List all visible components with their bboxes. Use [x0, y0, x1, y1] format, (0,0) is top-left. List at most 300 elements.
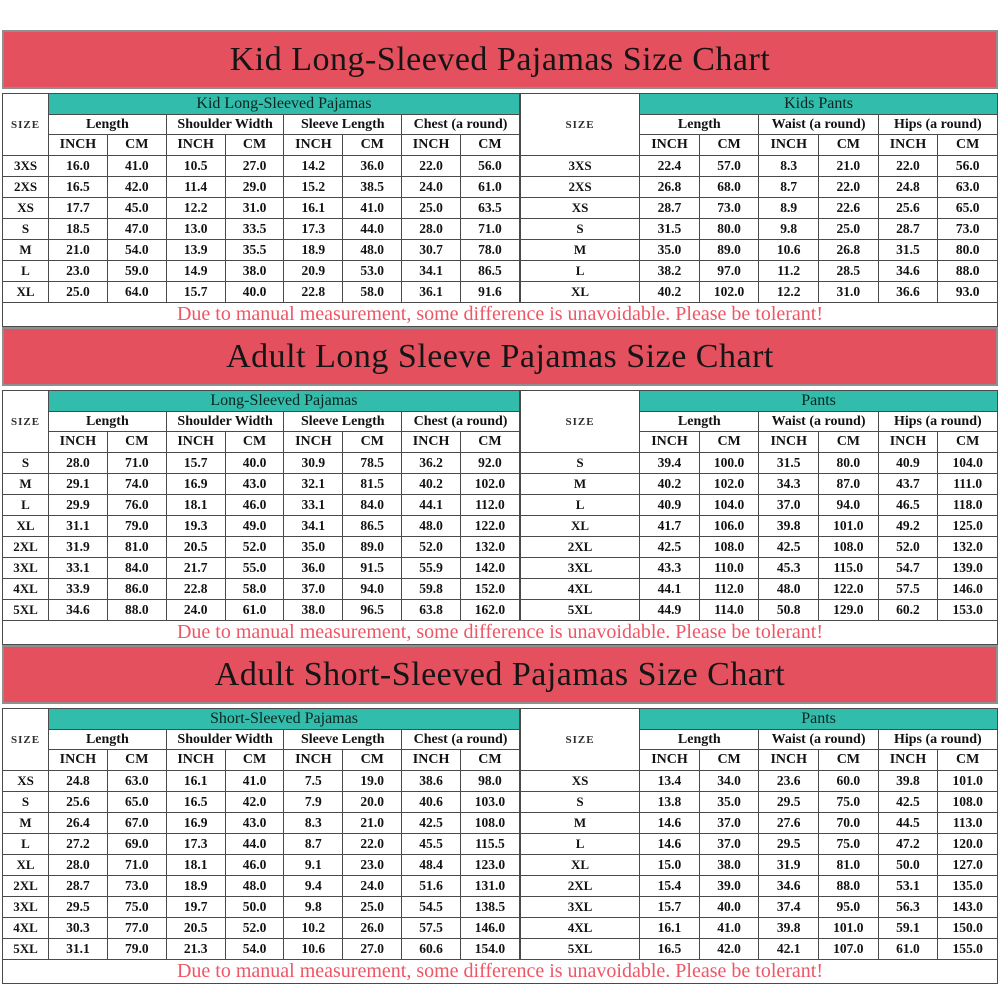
measurement-cell: 11.2	[759, 261, 819, 282]
measurement-cell: 80.0	[938, 240, 998, 261]
measurement-cell: 38.6	[402, 771, 461, 792]
measurement-cell: 41.7	[640, 516, 700, 537]
measurement-cell: 57.0	[699, 156, 759, 177]
measurement-cell: 19.0	[343, 771, 402, 792]
measurement-cell: 21.0	[819, 156, 879, 177]
unit-header-inch: INCH	[640, 135, 700, 156]
measurement-cell: 86.5	[461, 261, 520, 282]
unit-header-cm: CM	[225, 135, 284, 156]
measurement-cell: 52.0	[225, 537, 284, 558]
measurement-cell: 44.9	[640, 600, 700, 621]
size-row-label: 2XS	[520, 177, 639, 198]
measurement-cell: 40.0	[699, 897, 759, 918]
measurement-cell: 47.2	[878, 834, 938, 855]
measurement-cell: 58.0	[343, 282, 402, 303]
measurement-cell: 35.5	[225, 240, 284, 261]
measurement-cell: 25.0	[49, 282, 108, 303]
size-column-header: SIZE	[520, 709, 639, 771]
measurement-cell: 71.0	[107, 453, 166, 474]
measurement-cell: 20.0	[343, 792, 402, 813]
measurement-cell: 13.0	[166, 219, 225, 240]
measurement-cell: 25.6	[878, 198, 938, 219]
measurement-cell: 34.6	[49, 600, 108, 621]
measurement-cell: 98.0	[461, 771, 520, 792]
measurement-cell: 104.0	[699, 495, 759, 516]
measurement-cell: 84.0	[107, 558, 166, 579]
column-group-header: Waist (a round)	[759, 115, 878, 135]
measurement-cell: 13.8	[640, 792, 700, 813]
adult-long-pants-size-table	[520, 390, 998, 621]
column-group-header: Shoulder Width	[166, 115, 284, 135]
table-row	[520, 792, 997, 813]
measurement-cell: 44.1	[402, 495, 461, 516]
measurement-cell: 102.0	[461, 474, 520, 495]
measurement-cell: 28.0	[49, 855, 108, 876]
measurement-cell: 8.3	[759, 156, 819, 177]
measurement-cell: 14.2	[284, 156, 343, 177]
table-row	[520, 876, 997, 897]
measurement-cell: 12.2	[759, 282, 819, 303]
unit-header-inch: INCH	[402, 432, 461, 453]
measurement-cell: 111.0	[938, 474, 998, 495]
unit-header-cm: CM	[461, 750, 520, 771]
size-row-label: 5XL	[3, 600, 49, 621]
measurement-cell: 42.5	[640, 537, 700, 558]
measurement-cell: 46.5	[878, 495, 938, 516]
measurement-cell: 42.5	[402, 813, 461, 834]
unit-header-cm: CM	[107, 750, 166, 771]
measurement-cell: 16.5	[166, 792, 225, 813]
measurement-cell: 21.3	[166, 939, 225, 960]
measurement-cell: 76.0	[107, 495, 166, 516]
measurement-cell: 48.0	[343, 240, 402, 261]
measurement-cell: 45.5	[402, 834, 461, 855]
measurement-cell: 64.0	[107, 282, 166, 303]
measurement-cell: 7.5	[284, 771, 343, 792]
measurement-cell: 89.0	[343, 537, 402, 558]
measurement-cell: 42.0	[225, 792, 284, 813]
unit-header-inch: INCH	[284, 135, 343, 156]
measurement-cell: 10.2	[284, 918, 343, 939]
measurement-cell: 24.8	[878, 177, 938, 198]
measurement-cell: 22.8	[166, 579, 225, 600]
measurement-cell: 69.0	[107, 834, 166, 855]
measurement-cell: 44.0	[343, 219, 402, 240]
measurement-cell: 95.0	[819, 897, 879, 918]
measurement-cell: 81.5	[343, 474, 402, 495]
measurement-cell: 60.2	[878, 600, 938, 621]
measurement-cell: 22.0	[878, 156, 938, 177]
measurement-cell: 22.0	[343, 834, 402, 855]
measurement-cell: 103.0	[461, 792, 520, 813]
table-row	[520, 579, 997, 600]
measurement-cell: 132.0	[938, 537, 998, 558]
measurement-cell: 61.0	[225, 600, 284, 621]
measurement-cell: 27.0	[343, 939, 402, 960]
measurement-cell: 114.0	[699, 600, 759, 621]
size-row-label: XL	[3, 282, 49, 303]
measurement-cell: 41.0	[343, 198, 402, 219]
size-row-label: L	[3, 495, 49, 516]
measurement-cell: 17.3	[166, 834, 225, 855]
column-group-header: Sleeve Length	[284, 115, 402, 135]
measurement-cell: 16.1	[166, 771, 225, 792]
unit-header-inch: INCH	[878, 432, 938, 453]
table-row	[3, 156, 520, 177]
section-title: Adult Short-Sleeved Pajamas Size Chart	[214, 655, 786, 693]
size-row-label: M	[520, 474, 639, 495]
measurement-cell: 65.0	[938, 198, 998, 219]
kid-pants-size-table	[520, 93, 998, 303]
size-row-label: 2XL	[3, 537, 49, 558]
measurement-cell: 50.0	[878, 855, 938, 876]
measurement-cell: 39.8	[878, 771, 938, 792]
measurement-cell: 162.0	[461, 600, 520, 621]
measurement-cell: 21.7	[166, 558, 225, 579]
table-row	[520, 474, 997, 495]
size-row-label: 3XL	[520, 897, 639, 918]
unit-header-cm: CM	[699, 432, 759, 453]
disclaimer-note: Due to manual measurement, some difference is unavoidable. Please be tolerant!	[2, 960, 998, 984]
measurement-cell: 12.2	[166, 198, 225, 219]
size-row-label: 3XS	[520, 156, 639, 177]
measurement-cell: 93.0	[938, 282, 998, 303]
measurement-cell: 27.0	[225, 156, 284, 177]
measurement-cell: 101.0	[819, 918, 879, 939]
table-row	[3, 453, 520, 474]
column-group-header: Length	[640, 730, 759, 750]
measurement-cell: 35.0	[699, 792, 759, 813]
measurement-cell: 108.0	[938, 792, 998, 813]
adult-short-pajamas-size-table	[2, 708, 520, 960]
measurement-cell: 22.0	[402, 156, 461, 177]
disclaimer-note: Due to manual measurement, some difference is unavoidable. Please be tolerant!	[2, 303, 998, 327]
measurement-cell: 86.0	[107, 579, 166, 600]
size-row-label: S	[520, 453, 639, 474]
measurement-cell: 31.0	[225, 198, 284, 219]
measurement-cell: 52.0	[402, 537, 461, 558]
unit-header-cm: CM	[938, 135, 998, 156]
measurement-cell: 10.6	[284, 939, 343, 960]
measurement-cell: 10.6	[759, 240, 819, 261]
measurement-cell: 43.0	[225, 474, 284, 495]
size-column-header: SIZE	[3, 94, 49, 156]
size-column-header: SIZE	[520, 391, 639, 453]
table-row	[3, 495, 520, 516]
measurement-cell: 37.0	[699, 813, 759, 834]
measurement-cell: 61.0	[878, 939, 938, 960]
column-group-header: Length	[640, 412, 759, 432]
measurement-cell: 108.0	[461, 813, 520, 834]
measurement-cell: 40.2	[640, 474, 700, 495]
measurement-cell: 23.0	[343, 855, 402, 876]
measurement-cell: 24.0	[402, 177, 461, 198]
measurement-cell: 28.0	[49, 453, 108, 474]
measurement-cell: 68.0	[699, 177, 759, 198]
unit-header-cm: CM	[938, 432, 998, 453]
size-row-label: XL	[520, 516, 639, 537]
measurement-cell: 22.6	[819, 198, 879, 219]
measurement-cell: 24.0	[166, 600, 225, 621]
measurement-cell: 77.0	[107, 918, 166, 939]
measurement-cell: 33.9	[49, 579, 108, 600]
kid-pajamas-size-table	[2, 93, 520, 303]
measurement-cell: 13.4	[640, 771, 700, 792]
measurement-cell: 22.8	[284, 282, 343, 303]
unit-header-cm: CM	[938, 750, 998, 771]
measurement-cell: 46.0	[225, 855, 284, 876]
measurement-cell: 50.0	[225, 897, 284, 918]
measurement-cell: 53.0	[343, 261, 402, 282]
measurement-cell: 54.0	[225, 939, 284, 960]
table-row	[3, 474, 520, 495]
measurement-cell: 65.0	[107, 792, 166, 813]
measurement-cell: 43.3	[640, 558, 700, 579]
table-band-header: Short-Sleeved Pajamas	[49, 709, 520, 730]
table-row	[3, 282, 520, 303]
size-row-label: S	[520, 219, 639, 240]
unit-header-inch: INCH	[640, 750, 700, 771]
column-group-header: Length	[49, 115, 167, 135]
unit-header-cm: CM	[699, 135, 759, 156]
measurement-cell: 63.5	[461, 198, 520, 219]
measurement-cell: 23.6	[759, 771, 819, 792]
measurement-cell: 60.0	[819, 771, 879, 792]
measurement-cell: 35.0	[284, 537, 343, 558]
measurement-cell: 14.6	[640, 834, 700, 855]
measurement-cell: 129.0	[819, 600, 879, 621]
measurement-cell: 31.5	[640, 219, 700, 240]
measurement-cell: 154.0	[461, 939, 520, 960]
measurement-cell: 86.5	[343, 516, 402, 537]
measurement-cell: 150.0	[938, 918, 998, 939]
adult-long-sleeve-title-bar	[2, 327, 998, 386]
measurement-cell: 10.5	[166, 156, 225, 177]
table-band-header: Pants	[640, 709, 998, 730]
measurement-cell: 54.5	[402, 897, 461, 918]
measurement-cell: 74.0	[107, 474, 166, 495]
size-row-label: S	[3, 219, 49, 240]
measurement-cell: 94.0	[343, 579, 402, 600]
measurement-cell: 8.7	[759, 177, 819, 198]
measurement-cell: 19.3	[166, 516, 225, 537]
unit-header-cm: CM	[107, 432, 166, 453]
measurement-cell: 125.0	[938, 516, 998, 537]
unit-header-cm: CM	[461, 432, 520, 453]
measurement-cell: 49.0	[225, 516, 284, 537]
measurement-cell: 16.0	[49, 156, 108, 177]
size-row-label: L	[3, 834, 49, 855]
unit-header-inch: INCH	[166, 135, 225, 156]
measurement-cell: 138.5	[461, 897, 520, 918]
measurement-cell: 33.1	[284, 495, 343, 516]
measurement-cell: 42.1	[759, 939, 819, 960]
measurement-cell: 37.0	[699, 834, 759, 855]
table-row	[520, 537, 997, 558]
measurement-cell: 16.9	[166, 474, 225, 495]
measurement-cell: 40.9	[878, 453, 938, 474]
measurement-cell: 30.7	[402, 240, 461, 261]
table-row	[520, 282, 997, 303]
size-row-label: 5XL	[520, 939, 639, 960]
measurement-cell: 59.0	[107, 261, 166, 282]
measurement-cell: 81.0	[819, 855, 879, 876]
measurement-cell: 45.3	[759, 558, 819, 579]
column-group-header: Length	[49, 730, 167, 750]
measurement-cell: 153.0	[938, 600, 998, 621]
measurement-cell: 17.3	[284, 219, 343, 240]
measurement-cell: 79.0	[107, 516, 166, 537]
measurement-cell: 46.0	[225, 495, 284, 516]
unit-header-inch: INCH	[49, 750, 108, 771]
measurement-cell: 28.7	[49, 876, 108, 897]
size-row-label: XL	[3, 855, 49, 876]
unit-header-inch: INCH	[49, 432, 108, 453]
table-row	[3, 600, 520, 621]
measurement-cell: 73.0	[699, 198, 759, 219]
measurement-cell: 40.0	[225, 453, 284, 474]
table-row	[520, 177, 997, 198]
measurement-cell: 80.0	[819, 453, 879, 474]
column-group-header: Shoulder Width	[166, 412, 284, 432]
size-row-label: XL	[520, 282, 639, 303]
size-row-label: 3XL	[3, 558, 49, 579]
measurement-cell: 57.5	[402, 918, 461, 939]
table-band-header: Kids Pants	[640, 94, 998, 115]
measurement-cell: 127.0	[938, 855, 998, 876]
measurement-cell: 25.0	[819, 219, 879, 240]
measurement-cell: 73.0	[938, 219, 998, 240]
measurement-cell: 43.0	[225, 813, 284, 834]
measurement-cell: 91.5	[343, 558, 402, 579]
measurement-cell: 96.5	[343, 600, 402, 621]
measurement-cell: 113.0	[938, 813, 998, 834]
table-row	[3, 813, 520, 834]
table-row	[3, 240, 520, 261]
unit-header-cm: CM	[225, 432, 284, 453]
table-row	[3, 219, 520, 240]
measurement-cell: 20.9	[284, 261, 343, 282]
measurement-cell: 79.0	[107, 939, 166, 960]
measurement-cell: 42.5	[759, 537, 819, 558]
measurement-cell: 34.0	[699, 771, 759, 792]
table-row	[3, 855, 520, 876]
table-row	[3, 792, 520, 813]
measurement-cell: 139.0	[938, 558, 998, 579]
measurement-cell: 106.0	[699, 516, 759, 537]
column-group-header: Waist (a round)	[759, 412, 878, 432]
measurement-cell: 13.9	[166, 240, 225, 261]
measurement-cell: 52.0	[878, 537, 938, 558]
measurement-cell: 28.7	[640, 198, 700, 219]
measurement-cell: 146.0	[461, 918, 520, 939]
size-row-label: L	[3, 261, 49, 282]
measurement-cell: 34.1	[284, 516, 343, 537]
unit-header-inch: INCH	[878, 135, 938, 156]
section-adult-short-sleeved	[2, 645, 998, 984]
measurement-cell: 27.2	[49, 834, 108, 855]
measurement-cell: 35.0	[640, 240, 700, 261]
column-group-header: Hips (a round)	[878, 115, 997, 135]
table-row	[3, 558, 520, 579]
measurement-cell: 29.0	[225, 177, 284, 198]
measurement-cell: 29.5	[759, 834, 819, 855]
measurement-cell: 110.0	[699, 558, 759, 579]
unit-header-inch: INCH	[166, 432, 225, 453]
measurement-cell: 25.0	[343, 897, 402, 918]
section-kid-long-sleeved	[2, 30, 998, 327]
measurement-cell: 37.0	[759, 495, 819, 516]
column-group-header: Sleeve Length	[284, 412, 402, 432]
measurement-cell: 31.5	[759, 453, 819, 474]
size-row-label: 4XL	[3, 579, 49, 600]
measurement-cell: 101.0	[819, 516, 879, 537]
size-column-header: SIZE	[520, 94, 639, 156]
adult-long-tables-row	[2, 390, 998, 621]
measurement-cell: 9.8	[284, 897, 343, 918]
table-row	[520, 495, 997, 516]
size-row-label: XL	[3, 516, 49, 537]
measurement-cell: 120.0	[938, 834, 998, 855]
unit-header-cm: CM	[107, 135, 166, 156]
table-row	[520, 558, 997, 579]
measurement-cell: 7.9	[284, 792, 343, 813]
measurement-cell: 61.0	[461, 177, 520, 198]
table-row	[3, 516, 520, 537]
measurement-cell: 26.8	[819, 240, 879, 261]
measurement-cell: 40.2	[640, 282, 700, 303]
measurement-cell: 152.0	[461, 579, 520, 600]
measurement-cell: 31.0	[819, 282, 879, 303]
measurement-cell: 25.0	[402, 198, 461, 219]
measurement-cell: 23.0	[49, 261, 108, 282]
table-row	[520, 834, 997, 855]
measurement-cell: 88.0	[819, 876, 879, 897]
measurement-cell: 41.0	[699, 918, 759, 939]
column-group-header: Hips (a round)	[878, 730, 997, 750]
measurement-cell: 41.0	[107, 156, 166, 177]
measurement-cell: 48.0	[225, 876, 284, 897]
table-row	[3, 918, 520, 939]
adult-short-sleeved-title-bar	[2, 645, 998, 704]
table-row	[3, 876, 520, 897]
measurement-cell: 15.2	[284, 177, 343, 198]
size-row-label: 2XL	[3, 876, 49, 897]
measurement-cell: 8.9	[759, 198, 819, 219]
measurement-cell: 107.0	[819, 939, 879, 960]
measurement-cell: 122.0	[461, 516, 520, 537]
size-row-label: 3XS	[3, 156, 49, 177]
size-row-label: XS	[3, 771, 49, 792]
table-row	[3, 198, 520, 219]
measurement-cell: 21.0	[343, 813, 402, 834]
measurement-cell: 16.5	[640, 939, 700, 960]
measurement-cell: 9.8	[759, 219, 819, 240]
measurement-cell: 118.0	[938, 495, 998, 516]
measurement-cell: 49.2	[878, 516, 938, 537]
measurement-cell: 36.2	[402, 453, 461, 474]
measurement-cell: 142.0	[461, 558, 520, 579]
measurement-cell: 22.0	[819, 177, 879, 198]
unit-header-cm: CM	[225, 750, 284, 771]
measurement-cell: 56.3	[878, 897, 938, 918]
size-row-label: L	[520, 495, 639, 516]
measurement-cell: 32.1	[284, 474, 343, 495]
size-row-label: 4XL	[520, 918, 639, 939]
measurement-cell: 59.8	[402, 579, 461, 600]
measurement-cell: 135.0	[938, 876, 998, 897]
size-row-label: 3XL	[520, 558, 639, 579]
